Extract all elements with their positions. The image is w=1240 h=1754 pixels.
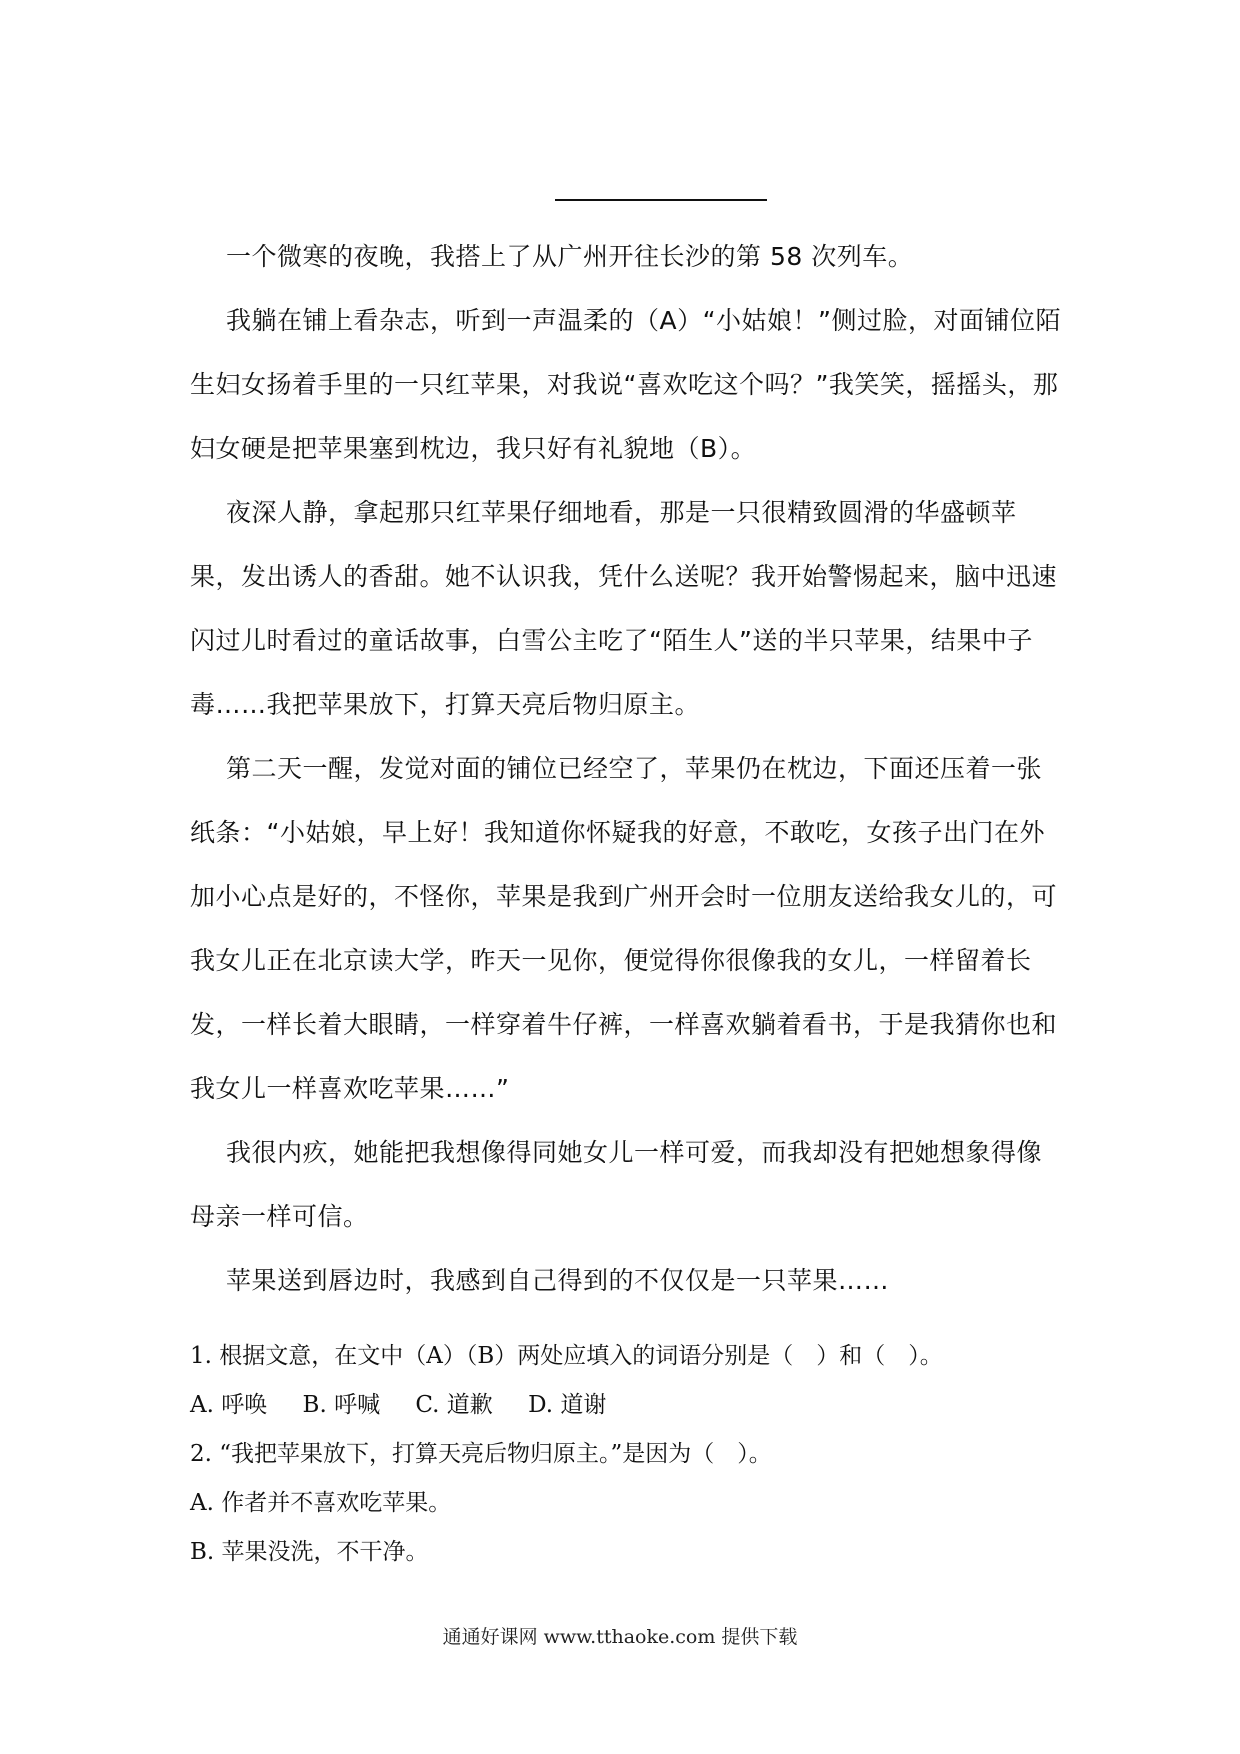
question-2-option-b: B. 苹果没洗，不干净。 (190, 1539, 429, 1565)
passage-paragraph-4: 第二天一醒，发觉对面的铺位已经空了，苹果仍在枕边，下面还压着一张纸条：“小姑娘，早上好！我知道你怀疑我的好意，不敢吃，女孩子出门在外加小心点是好的，不怪你，苹果是我到广州开会时一位朋友送给我女儿的，可我女儿正在北京读大学，昨天一见你，便觉得你很像我的女儿，一样留着长发，一样长着大眼睛，一样穿着牛仔裤，一样喜欢躺着看书，于是我猜你也和我女儿一样喜欢吃苹果……” (190, 754, 1058, 1103)
question-1-option-d: D. 道谢 (528, 1392, 607, 1418)
question-1-option-b: B. 呼喊 (302, 1392, 381, 1418)
title-blank-line (555, 199, 767, 201)
passage-paragraph-3: 夜深人静，拿起那只红苹果仔细地看，那是一只很精致圆滑的华盛顿苹果，发出诱人的香甜。她不认识我，凭什么送呢？我开始警惕起来，脑中迅速闪过儿时看过的童话故事，白雪公主吃了“陌生人”送的半只苹果，结果中子毒……我把苹果放下，打算天亮后物归原主。 (190, 498, 1058, 719)
question-section (190, 1332, 1062, 1577)
question-2-option-a: A. 作者并不喜欢吃苹果。 (190, 1490, 452, 1516)
passage-paragraph-5: 我很内疚，她能把我想像得同她女儿一样可爱，而我却没有把她想象得像母亲一样可信。 (190, 1138, 1043, 1231)
passage-paragraph-2: 我躺在铺上看杂志，听到一声温柔的（A）“小姑娘！”侧过脸，对面铺位陌生妇女扬着手里的一只红苹果，对我说“喜欢吃这个吗？”我笑笑，摇摇头，那妇女硬是把苹果塞到枕边，我只好有礼貌地（B）。 (190, 306, 1062, 463)
question-1-option-c: C. 道歉 (415, 1392, 493, 1418)
question-1-options (190, 1381, 1062, 1430)
passage-paragraph-6: 苹果送到唇边时，我感到自己得到的不仅仅是一只苹果…… (226, 1266, 890, 1295)
passage-paragraph-1: 一个微寒的夜晚，我搭上了从广州开往长沙的第 58 次列车。 (226, 242, 914, 271)
reading-passage (190, 225, 1062, 1313)
question-1-stem: 1. 根据文意，在文中（A）（B）两处应填入的词语分别是（ ）和（ ）。 (190, 1343, 943, 1369)
question-2-stem: 2. “我把苹果放下，打算天亮后物归原主。”是因为（ ）。 (190, 1441, 772, 1467)
page-footer: 通通好课网 www.tthaoke.com 提供下载 (442, 1626, 798, 1648)
question-1-option-a: A. 呼唤 (190, 1392, 268, 1418)
